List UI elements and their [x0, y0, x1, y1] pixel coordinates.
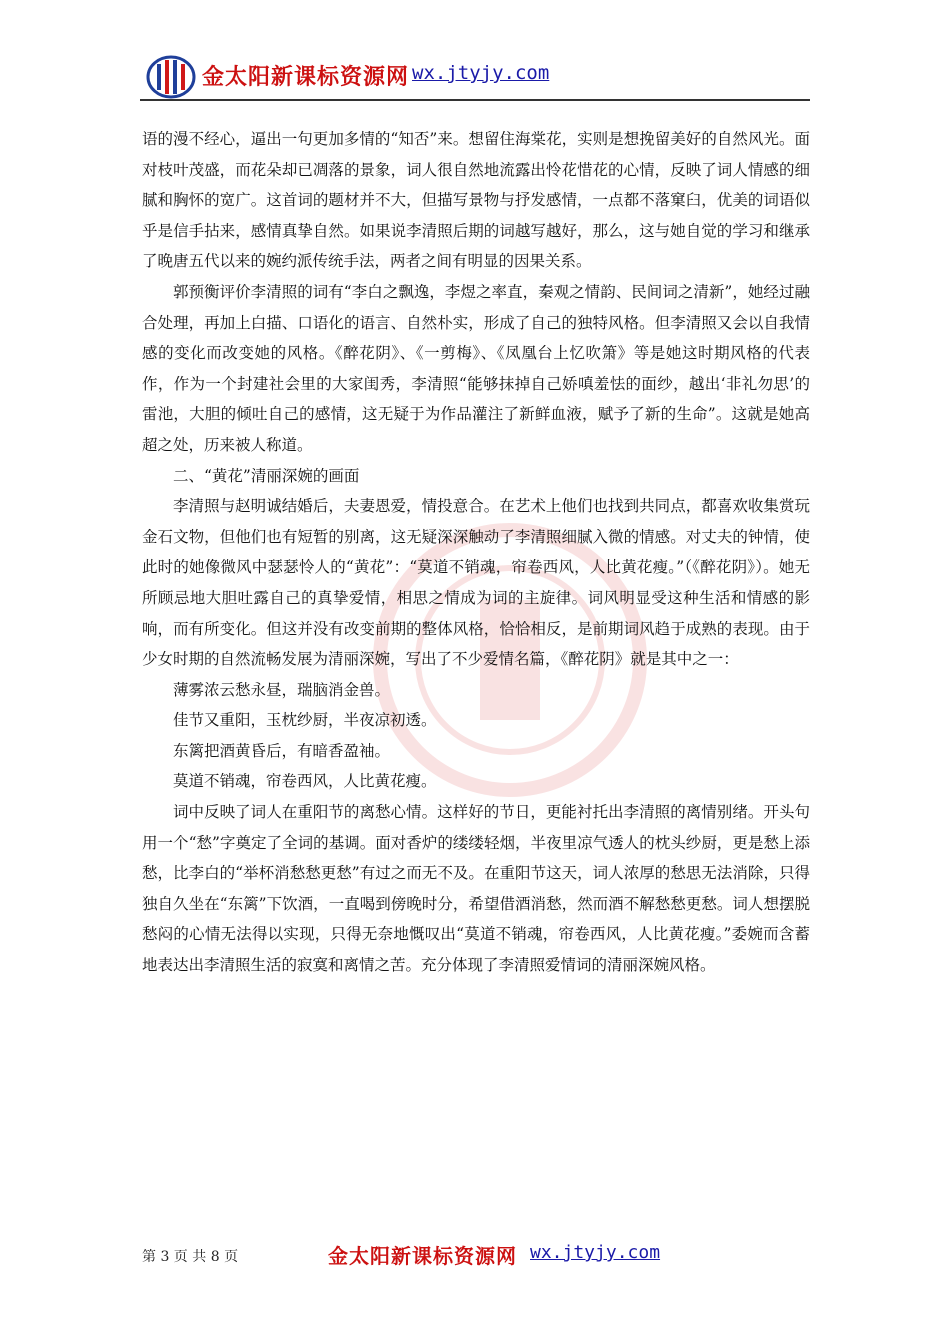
- header-rule: [140, 99, 810, 101]
- paragraph: 语的漫不经心，逼出一句更加多情的“知否”来。想留住海棠花，实则是想挽留美好的自然风光。面对枝叶茂盛，而花朵却已凋落的景象，词人很自然地流露出怜花惜花的心情，反映了词人情感的细腻和胸怀的宽广。这首词的题材并不大，但描写景物与抒发感情，一点都不落窠臼，优美的词语似乎是信手拈来，感情真挚自然。如果说李清照后期的词越写越好，那么，这与她自觉的学习和继承了晚唐五代以来的婉约派传统手法，两者之间有明显的因果关系。: [142, 130, 810, 271]
- footer-site-link[interactable]: wx.jtyjy.com: [530, 1242, 661, 1263]
- site-link[interactable]: wx.jtyjy.com: [412, 62, 550, 84]
- footer-brand-name: 金太阳新课标资源网: [328, 1244, 517, 1268]
- brand-name: 金太阳新课标资源网: [202, 65, 410, 90]
- page-footer: [142, 1240, 810, 1270]
- article-body: [142, 124, 810, 981]
- poem-line: 东篱把酒黄昏后，有暗香盈袖。: [173, 741, 391, 760]
- page-number: 第 3 页 共 8 页: [142, 1249, 239, 1265]
- poem-line: 莫道不销魂，帘卷西风，人比黄花瘦。: [173, 772, 437, 791]
- paragraph: 李清照与赵明诚结婚后，夫妻恩爱，情投意合。在艺术上他们也找到共同点，都喜欢收集赏玩金石文物，但他们也有短暂的别离，这无疑深深触动了李清照细腻入微的情感。对丈夫的钟情，使此时的她像微风中瑟瑟怜人的“黄花”：“莫道不销魂，帘卷西风，人比黄花瘦。”（《醉花阴》）。她无所顾忌地大胆吐露自己的真挚爱情，相思之情成为词的主旋律。词风明显受这种生活和情感的影响，而有所变化。但这并没有改变前期的整体风格，恰恰相反，是前期词风趋于成熟的表现。由于少女时期的自然流畅发展为清丽深婉，写出了不少爱情名篇，《醉花阴》就是其中之一：: [142, 497, 810, 669]
- sun-logo-icon: [145, 54, 197, 100]
- poem-line: 薄雾浓云愁永昼，瑞脑消金兽。: [173, 680, 391, 699]
- section-heading: 二、“黄花”清丽深婉的画面: [173, 466, 360, 485]
- poem-line: 佳节又重阳，玉枕纱厨，半夜凉初透。: [173, 711, 437, 730]
- paragraph: 郭预衡评价李清照的词有“李白之飘逸，李煜之率直，秦观之情韵、民间词之清新”，她经过融合处理，再加上白描、口语化的语言、自然朴实，形成了自己的独特风格。但李清照又会以自我情感的变化而改变她的风格。《醉花阴》、《一剪梅》、《凤凰台上忆吹箫》等是她这时期风格的代表作，作为一个封建社会里的大家闺秀，李清照“能够抹掉自己娇嗔羞怯的面纱，越出‘非礼勿思’的雷池，大胆的倾吐自己的感情，这无疑于为作品灌注了新鲜血液，赋予了新的生命”。这就是她高超之处，历来被人称道。: [142, 282, 810, 454]
- paragraph: 词中反映了词人在重阳节的离愁心情。这样好的节日，更能衬托出李清照的离情别绪。开头句用一个“愁”字奠定了全词的基调。面对香炉的缕缕轻烟，半夜里凉气透人的枕头纱厨，更是愁上添愁，比李白的“举杯消愁愁更愁”有过之而无不及。在重阳节这天，词人浓厚的愁思无法消除，只得独自久坐在“东篱”下饮酒，一直喝到傍晚时分，希望借酒消愁，然而酒不解愁愁更愁。词人想摆脱愁闷的心情无法得以实现，只得无奈地慨叹出“莫道不销魂，帘卷西风，人比黄花瘦。”委婉而含蓄地表达出李清照生活的寂寞和离情之苦。充分体现了李清照爱情词的清丽深婉风格。: [142, 803, 810, 975]
- page-header: [140, 52, 810, 102]
